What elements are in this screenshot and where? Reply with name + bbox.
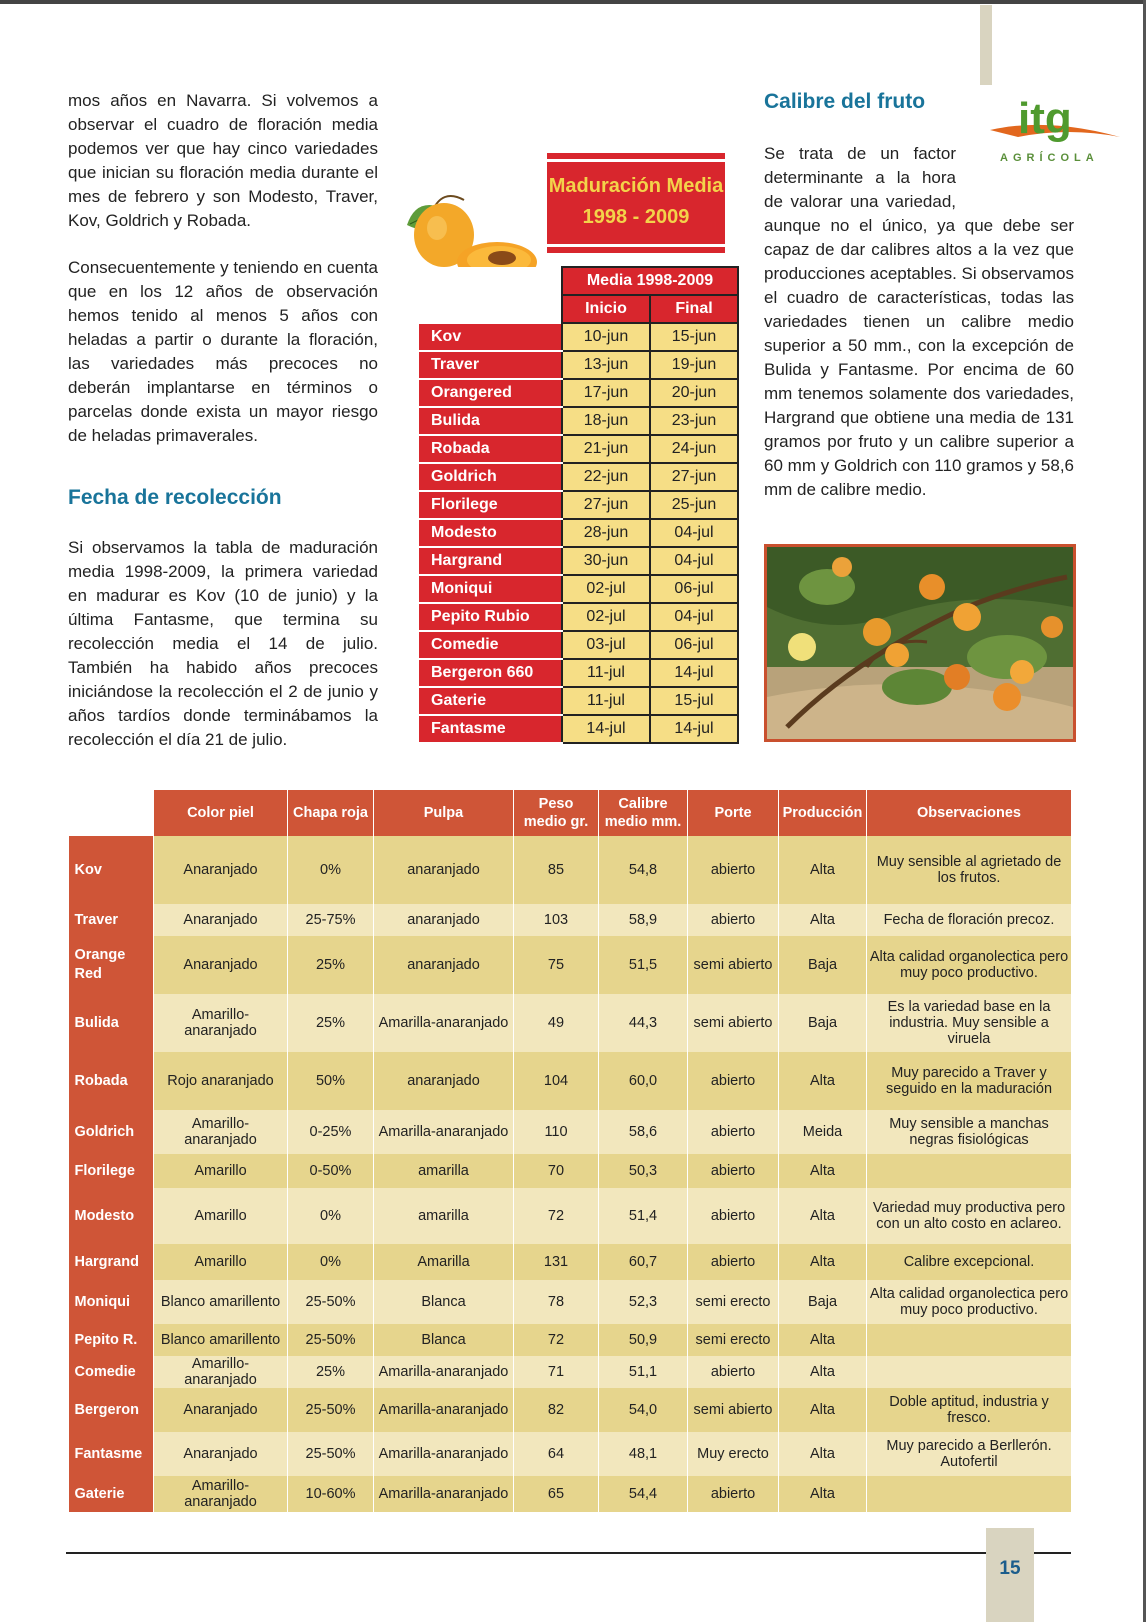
table-row — [69, 1110, 1072, 1154]
chapa-cell: 0% — [288, 836, 374, 904]
variety-name-line2: Red — [74, 966, 102, 982]
variety-name-line1: Fantasme — [74, 1445, 143, 1462]
chapa-cell: 25-75% — [288, 904, 374, 936]
table-row — [418, 659, 738, 687]
calibre-cell: 48,1 — [599, 1432, 688, 1476]
calibre-cell: 54,4 — [599, 1476, 688, 1512]
calibre-cell: 58,6 — [599, 1110, 688, 1154]
produccion-cell: Alta — [779, 1432, 867, 1476]
obs-line1: Muy parecido a Berllerón. — [886, 1438, 1052, 1454]
observaciones-cell — [867, 1052, 1072, 1110]
chapa-cell: 25-50% — [288, 1388, 374, 1432]
porte-cell: abierto — [688, 904, 779, 936]
peso-cell: 131 — [514, 1244, 599, 1280]
chapa-cell: 25% — [288, 994, 374, 1052]
header-chapa-roja: Chapa roja — [288, 790, 374, 836]
table-row — [69, 936, 1072, 994]
produccion-cell: Alta — [779, 1476, 867, 1512]
produccion-cell: Alta — [779, 1324, 867, 1356]
calibre-cell: 50,3 — [599, 1154, 688, 1188]
porte-cell: abierto — [688, 1356, 779, 1388]
variety-name: Hargrand — [418, 547, 562, 575]
variety-name-line1: Florilege — [74, 1162, 135, 1179]
apricot-tree-image — [767, 547, 1073, 739]
observaciones-cell — [867, 936, 1072, 994]
peso-cell: 103 — [514, 904, 599, 936]
final-cell: 04-jul — [650, 603, 738, 631]
inicio-cell: 11-jul — [562, 659, 650, 687]
observaciones-cell — [867, 1324, 1072, 1356]
table-row — [418, 603, 738, 631]
obs-line2: muy poco productivo. — [900, 965, 1038, 981]
variety-name: Pepito Rubio — [418, 603, 562, 631]
color-cell: Anaranjado — [154, 936, 288, 994]
variety-name — [69, 836, 154, 904]
table-row — [418, 631, 738, 659]
porte-cell: abierto — [688, 1244, 779, 1280]
variety-name-line1: Gaterie — [74, 1485, 125, 1502]
inicio-cell: 22-jun — [562, 463, 650, 491]
color-cell: Anaranjado — [154, 904, 288, 936]
header-produccion: Producción — [779, 790, 867, 836]
maduracion-header-inicio: Inicio — [562, 295, 650, 323]
pulpa-cell: anaranjado — [374, 904, 514, 936]
color-cell: Amarillo-anaranjado — [154, 1110, 288, 1154]
peso-cell: 110 — [514, 1110, 599, 1154]
chapa-cell: 25-50% — [288, 1324, 374, 1356]
variety-name: Moniqui — [418, 575, 562, 603]
produccion-cell: Alta — [779, 1154, 867, 1188]
variety-name — [69, 1356, 154, 1388]
calibre-cell: 51,5 — [599, 936, 688, 994]
inicio-cell: 21-jun — [562, 435, 650, 463]
variety-name-line1: Comedie — [74, 1363, 136, 1380]
paragraph-floracion: mos años en Navarra. Si volvemos a observar el cuadro de floración media podemos ver que hay cinco variedades que inician su floración media durante el mes de febrero y son Modesto, Traver, Kov, Goldrich y Robada. — [68, 91, 378, 230]
page-number: 15 — [999, 1558, 1021, 1579]
variety-name — [69, 1324, 154, 1356]
peso-cell: 70 — [514, 1154, 599, 1188]
header-porte: Porte — [688, 790, 779, 836]
pulpa-cell: Blanca — [374, 1280, 514, 1324]
maduracion-title-line1: Maduración Media — [548, 175, 724, 197]
final-cell: 04-jul — [650, 519, 738, 547]
obs-line1: Muy parecido a Traver y — [891, 1065, 1047, 1081]
peso-cell: 78 — [514, 1280, 599, 1324]
paragraph-calibre-float-spacer — [956, 142, 1074, 214]
variety-name-line1: Orange — [74, 947, 126, 963]
variety-name — [69, 1280, 154, 1324]
header-corner — [69, 790, 154, 836]
calibre-cell: 54,0 — [599, 1388, 688, 1432]
header-calibre-line1: Calibre — [618, 796, 668, 812]
pulpa-cell: anaranjado — [374, 836, 514, 904]
table-row — [418, 547, 738, 575]
table-row — [69, 994, 1072, 1052]
produccion-cell: Alta — [779, 1388, 867, 1432]
porte-cell: abierto — [688, 1154, 779, 1188]
produccion-cell: Alta — [779, 1244, 867, 1280]
observaciones-cell — [867, 1280, 1072, 1324]
obs-line2: industria. Muy sensible a viruela — [889, 1015, 1049, 1047]
top-border — [0, 0, 1146, 4]
produccion-cell: Baja — [779, 994, 867, 1052]
inicio-cell: 17-jun — [562, 379, 650, 407]
chapa-cell: 25-50% — [288, 1280, 374, 1324]
table-row — [69, 1244, 1072, 1280]
table-row — [69, 1154, 1072, 1188]
inicio-cell: 13-jun — [562, 351, 650, 379]
chapa-cell: 0% — [288, 1188, 374, 1244]
porte-cell: semi erecto — [688, 1324, 779, 1356]
inicio-cell: 28-jun — [562, 519, 650, 547]
obs-line2: con un alto costo en aclareo. — [876, 1216, 1062, 1232]
maduracion-subheader-blank — [418, 295, 562, 323]
calibre-cell: 44,3 — [599, 994, 688, 1052]
paragraph-heladas: Consecuentemente y teniendo en cuenta que en los 12 años de observación hemos tenido al menos 5 años con heladas a partir o durante la floración, las variedades más precoces no deberán implantarse en términos o parcelas donde exista un mayor riesgo de heladas primaverales. — [68, 258, 379, 445]
header-peso — [514, 790, 599, 836]
pulpa-cell: anaranjado — [374, 1052, 514, 1110]
porte-cell: semi abierto — [688, 994, 779, 1052]
porte-cell: abierto — [688, 1188, 779, 1244]
table-row — [69, 1388, 1072, 1432]
observaciones-cell — [867, 904, 1072, 936]
peso-cell: 71 — [514, 1356, 599, 1388]
table-row — [418, 715, 738, 743]
color-cell: Anaranjado — [154, 836, 288, 904]
obs-line1: Variedad muy productiva pero — [872, 1200, 1066, 1216]
header-pulpa: Pulpa — [374, 790, 514, 836]
paragraph-recoleccion: Si observamos la tabla de maduración media 1998-2009, la primera variedad en madurar es Kov (10 de junio) y la última Fantasme, que termina su recolección media el 14 de julio. También ha habido años precoces iniciándose la recolección el 2 de junio y años tardíos donde terminábamos la recolección el día 21 de julio. — [68, 538, 378, 749]
maduracion-title-box — [547, 153, 725, 253]
variety-name-line1: Pepito R. — [74, 1331, 138, 1348]
pulpa-cell: Blanca — [374, 1324, 514, 1356]
obs-line1: Muy sensible a manchas — [889, 1116, 1049, 1132]
color-cell: Anaranjado — [154, 1432, 288, 1476]
final-cell: 24-jun — [650, 435, 738, 463]
variety-name: Comedie — [418, 631, 562, 659]
table-row — [69, 1052, 1072, 1110]
caracteristicas-header-row — [69, 790, 1072, 836]
final-cell: 20-jun — [650, 379, 738, 407]
table-row — [69, 1324, 1072, 1356]
produccion-cell: Baja — [779, 936, 867, 994]
porte-cell: semi erecto — [688, 1280, 779, 1324]
chapa-cell: 25% — [288, 936, 374, 994]
chapa-cell: 25% — [288, 1356, 374, 1388]
peso-cell: 85 — [514, 836, 599, 904]
porte-cell: semi abierto — [688, 936, 779, 994]
maduracion-subheader-row — [418, 295, 738, 323]
peso-cell: 82 — [514, 1388, 599, 1432]
pulpa-cell: amarilla — [374, 1154, 514, 1188]
final-cell: 14-jul — [650, 659, 738, 687]
calibre-cell: 50,9 — [599, 1324, 688, 1356]
variety-name-line1: Kov — [74, 861, 102, 878]
table-row — [69, 1432, 1072, 1476]
table-row — [418, 519, 738, 547]
variety-name: Orangered — [418, 379, 562, 407]
observaciones-cell — [867, 1476, 1072, 1512]
chapa-cell: 10-60% — [288, 1476, 374, 1512]
table-row — [418, 687, 738, 715]
final-cell: 27-jun — [650, 463, 738, 491]
obs-line1: Fecha de floración precoz. — [883, 912, 1055, 928]
inicio-cell: 02-jul — [562, 603, 650, 631]
observaciones-cell — [867, 836, 1072, 904]
final-cell: 14-jul — [650, 715, 738, 743]
variety-name — [69, 1052, 154, 1110]
obs-line2: muy poco productivo. — [900, 1302, 1038, 1318]
calibre-cell: 51,1 — [599, 1356, 688, 1388]
color-cell: Amarillo-anaranjado — [154, 1476, 288, 1512]
observaciones-cell — [867, 1154, 1072, 1188]
table-row — [418, 575, 738, 603]
variety-name — [69, 1432, 154, 1476]
variety-name-line1: Bergeron — [74, 1401, 139, 1418]
produccion-cell: Alta — [779, 904, 867, 936]
variety-name-line1: Traver — [74, 911, 119, 928]
table-row — [69, 836, 1072, 904]
table-row — [69, 1280, 1072, 1324]
final-cell: 15-jul — [650, 687, 738, 715]
final-cell: 19-jun — [650, 351, 738, 379]
table-row — [418, 463, 738, 491]
variety-name: Bulida — [418, 407, 562, 435]
variety-name: Florilege — [418, 491, 562, 519]
pulpa-cell: Amarilla-anaranjado — [374, 1110, 514, 1154]
produccion-cell: Baja — [779, 1280, 867, 1324]
porte-cell: Muy erecto — [688, 1432, 779, 1476]
variety-name — [69, 936, 154, 994]
inicio-cell: 18-jun — [562, 407, 650, 435]
variety-name: Fantasme — [418, 715, 562, 743]
header-peso-line1: Peso — [538, 796, 574, 812]
variety-name: Modesto — [418, 519, 562, 547]
pulpa-cell: Amarilla — [374, 1244, 514, 1280]
variety-name: Gaterie — [418, 687, 562, 715]
inicio-cell: 10-jun — [562, 323, 650, 351]
maduracion-header-row — [418, 267, 738, 295]
footer-rule — [66, 1552, 1071, 1554]
produccion-cell: Alta — [779, 1052, 867, 1110]
porte-cell: abierto — [688, 836, 779, 904]
chapa-cell: 25-50% — [288, 1432, 374, 1476]
variety-name: Kov — [418, 323, 562, 351]
table-row — [69, 1356, 1072, 1388]
maduracion-title-line2: 1998 - 2009 — [582, 206, 690, 228]
color-cell: Anaranjado — [154, 1388, 288, 1432]
color-cell: Blanco amarillento — [154, 1324, 288, 1356]
maduracion-table — [417, 266, 739, 744]
color-cell: Amarillo-anaranjado — [154, 994, 288, 1052]
table-row — [418, 323, 738, 351]
observaciones-cell — [867, 1110, 1072, 1154]
variety-name-line1: Bulida — [74, 1014, 119, 1031]
chapa-cell: 0-50% — [288, 1154, 374, 1188]
produccion-cell: Alta — [779, 836, 867, 904]
header-observaciones: Observaciones — [867, 790, 1072, 836]
pulpa-cell: Amarilla-anaranjado — [374, 994, 514, 1052]
peso-cell: 75 — [514, 936, 599, 994]
color-cell: Amarillo — [154, 1154, 288, 1188]
chapa-cell: 0-25% — [288, 1110, 374, 1154]
variety-name: Robada — [418, 435, 562, 463]
pulpa-cell: anaranjado — [374, 936, 514, 994]
obs-line1: Es la variedad base en la — [887, 999, 1051, 1015]
observaciones-cell — [867, 1388, 1072, 1432]
variety-name: Traver — [418, 351, 562, 379]
table-row — [69, 904, 1072, 936]
table-row — [418, 491, 738, 519]
peso-cell: 104 — [514, 1052, 599, 1110]
inicio-cell: 27-jun — [562, 491, 650, 519]
color-cell: Amarillo — [154, 1244, 288, 1280]
variety-name — [69, 1388, 154, 1432]
variety-name-line1: Modesto — [74, 1207, 135, 1224]
heading-fecha-recoleccion: Fecha de recolección — [68, 486, 282, 509]
table-row — [418, 435, 738, 463]
maduracion-header-period: Media 1998-2009 — [562, 267, 738, 295]
final-cell: 04-jul — [650, 547, 738, 575]
variety-name-line1: Robada — [74, 1072, 128, 1089]
variety-name — [69, 904, 154, 936]
variety-name-line1: Moniqui — [74, 1293, 131, 1310]
porte-cell: semi abierto — [688, 1388, 779, 1432]
header-color-piel: Color piel — [154, 790, 288, 836]
inicio-cell: 30-jun — [562, 547, 650, 575]
variety-name — [69, 1244, 154, 1280]
pulpa-cell: Amarilla-anaranjado — [374, 1432, 514, 1476]
final-cell: 06-jul — [650, 575, 738, 603]
produccion-cell: Alta — [779, 1188, 867, 1244]
paragraph-calibre-text: Se trata de un factor determinante a la hora de valorar una variedad, aunque no el único, ya que debe ser capaz de dar calibres altos a la vez que producciones aceptables. Si observamos el cuadro de características, todas las variedades tienen un calibre medio superior a 50 mm., con la excepción de Bulida y Fantasme. Por encima de 60 mm tenemos solamente dos variedades, Hargrand que obtiene una media de 131 gramos por fruto y un calibre superior a 60 mm y Goldrich con 110 gramos y 58,6 mm de calibre medio. — [764, 144, 1074, 499]
logo-mark: itg — [1018, 94, 1072, 143]
peso-cell: 65 — [514, 1476, 599, 1512]
calibre-cell: 51,4 — [599, 1188, 688, 1244]
inicio-cell: 11-jul — [562, 687, 650, 715]
produccion-cell: Meida — [779, 1110, 867, 1154]
heading-calibre-fruto: Calibre del fruto — [764, 90, 926, 113]
caracteristicas-table — [68, 790, 1071, 1512]
color-cell: Rojo anaranjado — [154, 1052, 288, 1110]
obs-line1: Muy sensible al agrietado de — [876, 854, 1062, 870]
header-calibre-line2: medio mm. — [604, 814, 682, 830]
porte-cell: abierto — [688, 1052, 779, 1110]
color-cell: Amarillo-anaranjado — [154, 1356, 288, 1388]
header-calibre — [599, 790, 688, 836]
calibre-cell: 60,0 — [599, 1052, 688, 1110]
obs-line2: seguido en la maduración — [885, 1081, 1053, 1097]
calibre-cell: 60,7 — [599, 1244, 688, 1280]
observaciones-cell — [867, 1432, 1072, 1476]
final-cell: 23-jun — [650, 407, 738, 435]
obs-line2: los frutos. — [937, 870, 1001, 886]
header-accent-bar — [980, 5, 992, 85]
obs-line1: Calibre excepcional. — [903, 1254, 1035, 1270]
observaciones-cell — [867, 994, 1072, 1052]
variety-name: Goldrich — [418, 463, 562, 491]
maduracion-header-blank — [418, 267, 562, 295]
logo-text: AGRÍCOLA — [1000, 152, 1099, 164]
observaciones-cell — [867, 1188, 1072, 1244]
chapa-cell: 50% — [288, 1052, 374, 1110]
table-row — [418, 351, 738, 379]
variety-name — [69, 1154, 154, 1188]
variety-name — [69, 1476, 154, 1512]
table-row — [418, 407, 738, 435]
calibre-cell: 52,3 — [599, 1280, 688, 1324]
final-cell: 06-jul — [650, 631, 738, 659]
chapa-cell: 0% — [288, 1244, 374, 1280]
variety-name-line1: Hargrand — [74, 1253, 139, 1270]
table-row — [418, 379, 738, 407]
porte-cell: abierto — [688, 1110, 779, 1154]
produccion-cell: Alta — [779, 1356, 867, 1388]
pulpa-cell: Amarilla-anaranjado — [374, 1356, 514, 1388]
variety-name-line1: Goldrich — [74, 1123, 135, 1140]
color-cell: Blanco amarillento — [154, 1280, 288, 1324]
obs-line1: Alta calidad organolectica pero — [869, 1286, 1069, 1302]
obs-line1: Doble aptitud, industria y — [889, 1394, 1049, 1410]
obs-line2: negras fisiológicas — [909, 1132, 1029, 1148]
variety-name — [69, 994, 154, 1052]
obs-line1: Alta calidad organolectica pero — [869, 949, 1069, 965]
observaciones-cell — [867, 1244, 1072, 1280]
table-row — [69, 1188, 1072, 1244]
final-cell: 15-jun — [650, 323, 738, 351]
porte-cell: abierto — [688, 1476, 779, 1512]
variety-name: Bergeron 660 — [418, 659, 562, 687]
peso-cell: 49 — [514, 994, 599, 1052]
obs-line2: fresco. — [947, 1410, 991, 1426]
variety-name — [69, 1110, 154, 1154]
observaciones-cell — [867, 1356, 1072, 1388]
table-row — [69, 1476, 1072, 1512]
color-cell: Amarillo — [154, 1188, 288, 1244]
apricot-tree-photo — [764, 544, 1076, 742]
calibre-cell: 54,8 — [599, 836, 688, 904]
inicio-cell: 14-jul — [562, 715, 650, 743]
peso-cell: 72 — [514, 1188, 599, 1244]
variety-name — [69, 1188, 154, 1244]
pulpa-cell: Amarilla-anaranjado — [374, 1476, 514, 1512]
header-peso-line2: medio gr. — [523, 814, 589, 830]
calibre-cell: 58,9 — [599, 904, 688, 936]
inicio-cell: 03-jul — [562, 631, 650, 659]
final-cell: 25-jun — [650, 491, 738, 519]
peso-cell: 64 — [514, 1432, 599, 1476]
pulpa-cell: amarilla — [374, 1188, 514, 1244]
maduracion-header-final: Final — [650, 295, 738, 323]
obs-line2: Autofertil — [940, 1454, 998, 1470]
pulpa-cell: Amarilla-anaranjado — [374, 1388, 514, 1432]
inicio-cell: 02-jul — [562, 575, 650, 603]
paragraph-calibre — [764, 142, 1074, 502]
peso-cell: 72 — [514, 1324, 599, 1356]
